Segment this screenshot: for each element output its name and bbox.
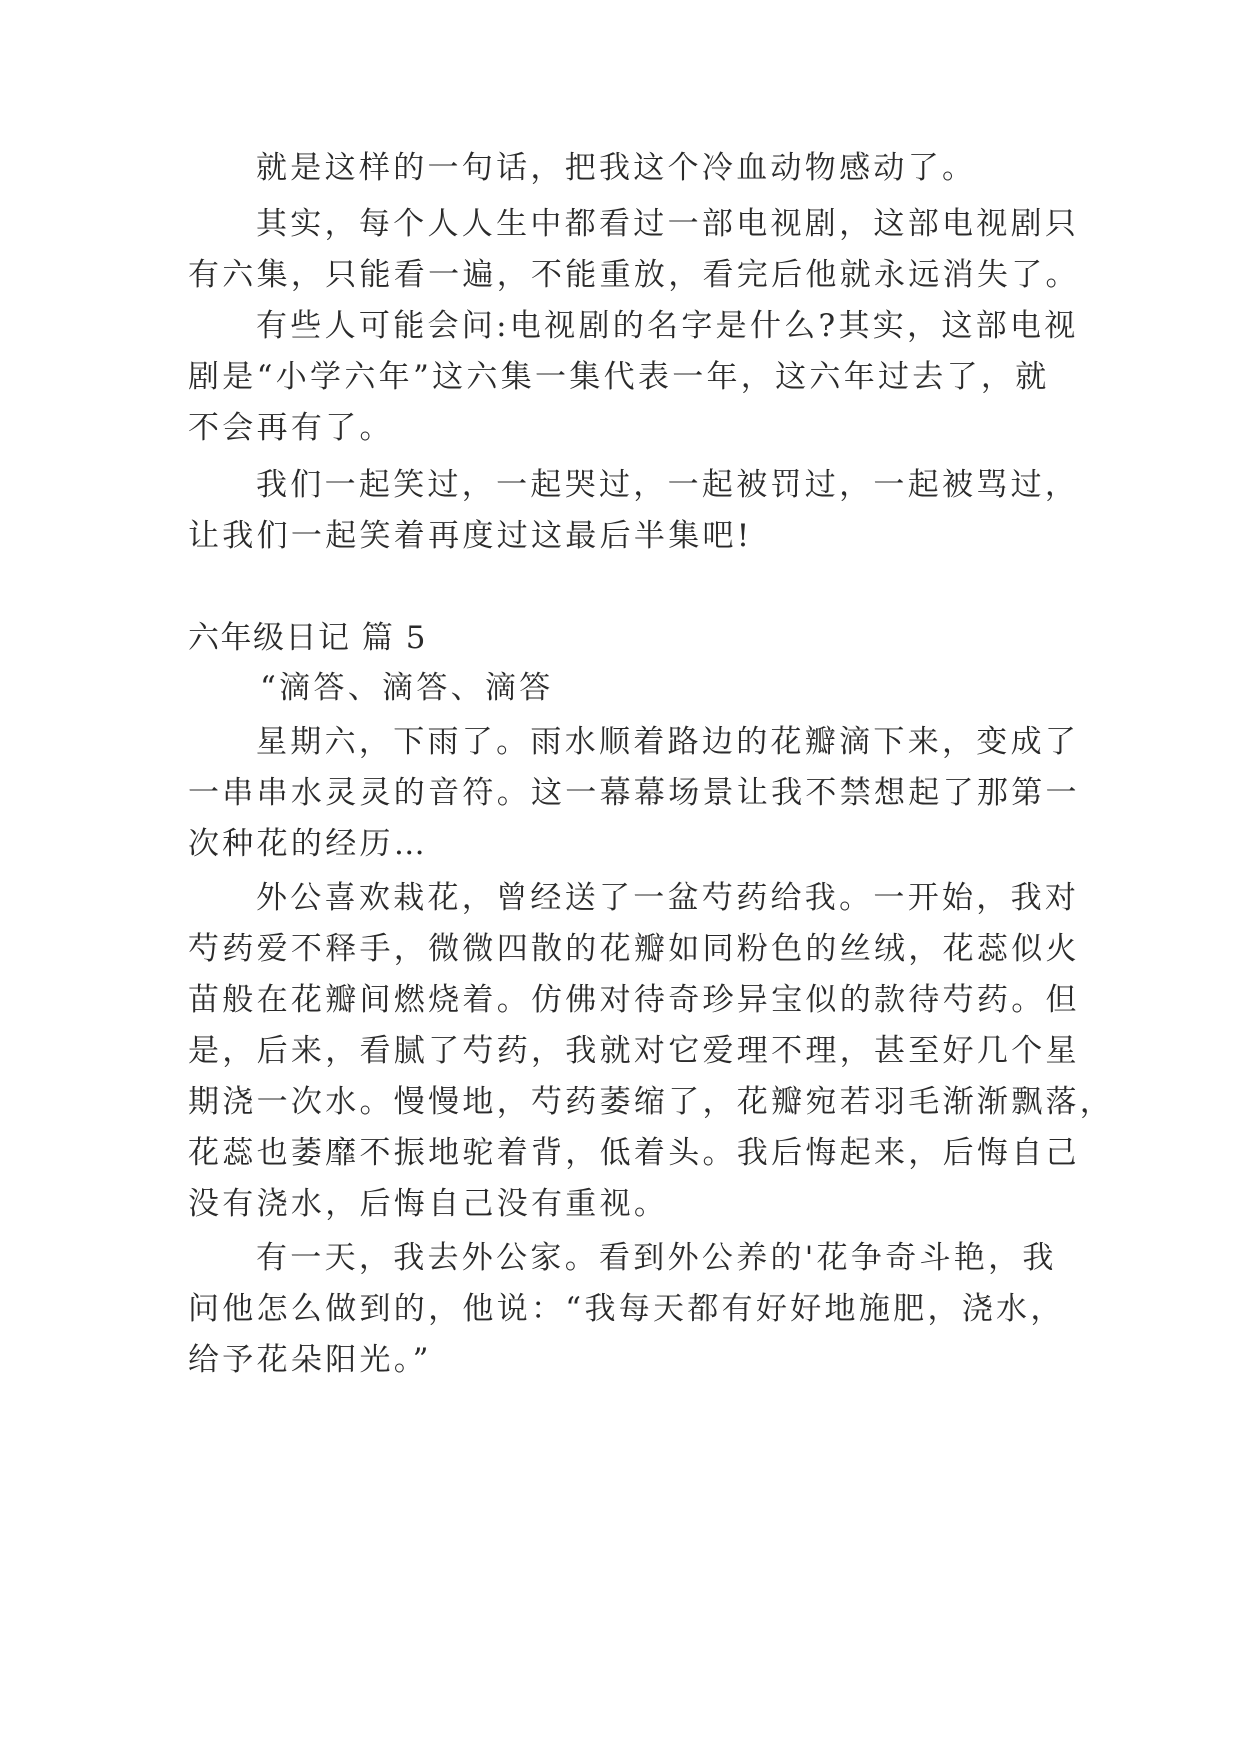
paragraph-line: 我们一起笑过，一起哭过，一起被罚过，一起被骂过， [256,467,1080,503]
paragraph-line: 有六集，只能看一遍，不能重放，看完后他就永远消失了。 [188,257,1080,293]
paragraph-line: 不会再有了。 [188,410,394,446]
paragraph-line: 让我们一起笑着再度过这最后半集吧! [188,518,753,554]
paragraph-line: 星期六，下雨了。雨水顺着路边的花瓣滴下来，变成了 [256,724,1080,760]
paragraph-line: 其实，每个人人生中都看过一部电视剧，这部电视剧只 [256,206,1080,242]
paragraph-line: 苗般在花瓣间燃烧着。仿佛对待奇珍异宝似的款待芍药。但 [188,982,1080,1018]
paragraph-line: “滴答、滴答、滴答 [260,670,554,706]
paragraph-line: 外公喜欢栽花，曾经送了一盆芍药给我。一开始，我对 [256,880,1080,916]
paragraph-line: 一串串水灵灵的音符。这一幕幕场景让我不禁想起了那第一 [188,775,1080,811]
paragraph-line: 次种花的经历… [188,826,429,862]
paragraph-line: 剧是“小学六年”这六集一集代表一年，这六年过去了，就 [188,359,1050,395]
paragraph-line: 没有浇水，后悔自己没有重视。 [188,1186,669,1222]
paragraph-line: 有些人可能会问:电视剧的名字是什么?其实，这部电视 [256,308,1079,344]
paragraph-line: 芍药爱不释手，微微四散的花瓣如同粉色的丝绒，花蕊似火 [188,931,1080,967]
paragraph-line: 是，后来，看腻了芍药，我就对它爱理不理，甚至好几个星 [188,1033,1080,1069]
section-title: 六年级日记 篇 5 [188,620,427,656]
paragraph-line: 期浇一次水。慢慢地，芍药萎缩了，花瓣宛若羽毛渐渐飘落， [188,1084,1115,1120]
paragraph-line: 给予花朵阳光。” [188,1342,432,1378]
paragraph-line: 有一天，我去外公家。看到外公养的'花争奇斗艳，我 [256,1240,1057,1276]
paragraph-line: 花蕊也萎靡不振地驼着背，低着头。我后悔起来，后悔自己 [188,1135,1080,1171]
paragraph-line: 问他怎么做到的，他说：“我每天都有好好地施肥，浇水， [188,1291,1065,1327]
paragraph-line: 就是这样的一句话，把我这个冷血动物感动了。 [256,150,977,186]
